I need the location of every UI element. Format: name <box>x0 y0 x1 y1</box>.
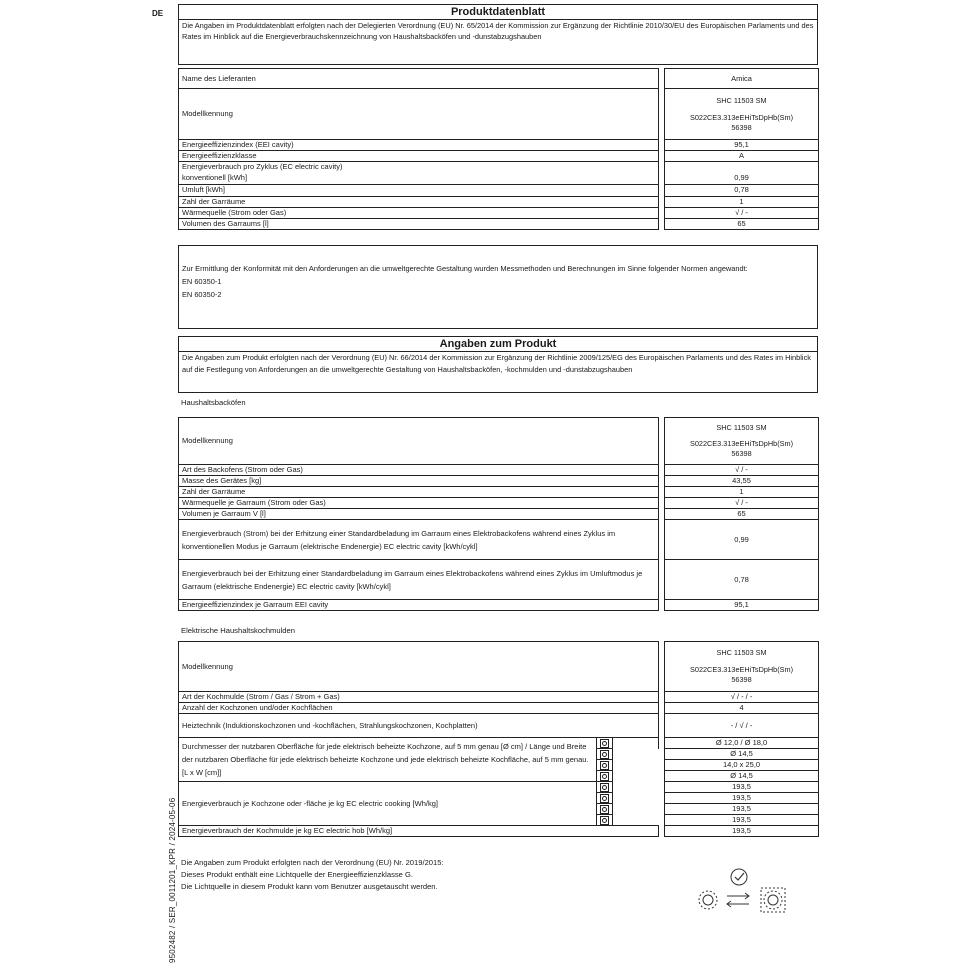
volume-value: 65 <box>665 218 819 229</box>
norm-1: EN 60350-1 <box>182 277 222 286</box>
zone-2-energy: 193,5 <box>665 793 819 804</box>
efficiency-class-label: Energieeffizienzklasse <box>179 151 659 162</box>
convection-value: 0,78 <box>665 184 819 196</box>
replaceable-light-source-icon <box>694 866 794 918</box>
heating-tech-value: - / √ / - <box>665 714 819 738</box>
oven-eei-value: 95,1 <box>665 600 819 611</box>
convection-label: Umluft [kWh] <box>179 184 659 196</box>
product-datasheet-header <box>178 4 818 65</box>
supplier-value: Amica <box>665 69 819 89</box>
cavities-label: Zahl der Garräume <box>179 196 659 207</box>
hob-total-energy-label: Energieverbrauch der Kochmulde je kg EC electric hob [Wh/kg] <box>179 826 659 837</box>
conventional-value: 0,99 <box>665 172 819 184</box>
oven-heat-source-label: Wärmequelle je Garraum (Strom oder Gas) <box>179 498 659 509</box>
cooking-zone-icon <box>600 761 609 770</box>
oven-type-label: Art des Backofens (Strom oder Gas) <box>179 465 659 476</box>
footer-line-2: Dieses Produkt enthält eine Lichtquelle der Energieeffizienzklasse G. <box>181 870 414 879</box>
zones-count-value: 4 <box>665 703 819 714</box>
convection-energy-value: 0,78 <box>665 560 819 600</box>
volume-label: Volumen des Garraums [l] <box>179 218 659 229</box>
model-label: Modellkennung <box>179 89 659 140</box>
light-source-footer <box>181 857 444 893</box>
model-identifier: SHC 11503 SM S022CE3.313eEHiTsDpHb(Sm) 56398 <box>665 89 819 140</box>
page-title: Produktdatenblatt <box>179 5 817 20</box>
hob-total-energy-value: 193,5 <box>665 826 819 837</box>
zone-3-diameter: 14,0 x 25,0 <box>665 760 819 771</box>
conventional-label: konventionell [kWh] <box>179 172 659 184</box>
oven-type-value: √ / - <box>665 465 819 476</box>
conventional-energy-value: 0,99 <box>665 520 819 560</box>
oven-volume-label: Volumen je Garraum V [l] <box>179 509 659 520</box>
mass-value: 43,55 <box>665 476 819 487</box>
zone-4-energy: 193,5 <box>665 815 819 826</box>
conformity-box <box>178 245 818 329</box>
cavities-value: 1 <box>665 196 819 207</box>
oven-eei-label: Energieeffizienzindex je Garraum EEI cavity <box>179 600 659 611</box>
heat-source-value: √ / - <box>665 207 819 218</box>
zone-4-diameter: Ø 14,5 <box>665 771 819 782</box>
zones-count-label: Anzahl der Kochzonen und/oder Kochflächen <box>179 703 659 714</box>
ovens-heading: Haushaltsbacköfen <box>181 398 246 407</box>
hobs-heading: Elektrische Haushaltskochmulden <box>181 626 295 635</box>
cooking-zone-icon <box>600 816 609 825</box>
datasheet-intro: Die Angaben im Produktdatenblatt erfolgten nach der Delegierten Verordnung (EU) Nr. 65/2014 der Kommission zur Ergänzung der Richtlinie 2010/30/EU des Europäischen Parlaments und des Rates im Hinblick auf die Energieverbrauchskennzeichnung von Haushaltsbacköfen und -dunstabzugshauben <box>182 21 814 41</box>
document-code: 9502482 / SER_0011201_KPR / 2024-05-06 <box>168 797 177 963</box>
zone-energy-label: Energieverbrauch je Kochzone oder -fläche je kg EC electric cooking [Wh/kg] <box>179 782 597 826</box>
oven-cavities-value: 1 <box>665 487 819 498</box>
supplier-label: Name des Lieferanten <box>179 69 659 89</box>
footer-line-1: Die Angaben zum Produkt erfolgten nach der Verordnung (EU) Nr. 2019/2015: <box>181 858 444 867</box>
energy-cycle-value <box>665 162 819 173</box>
oven-model-identifier: SHC 11503 SM S022CE3.313eEHiTsDpHb(Sm) 56398 <box>665 418 819 465</box>
hobs-table <box>178 641 819 837</box>
conventional-energy-label: Energieverbrauch (Strom) bei der Erhitzung einer Standardbeladung im Garraum eines Elektrobackofens während eines Zyklus im konventionellen Modus je Garraum (elektrische Endenergie) EC electric cavity [kWh/cykl] <box>179 520 659 560</box>
cooking-zone-icon <box>600 750 609 759</box>
hob-model-identifier: SHC 11503 SM S022CE3.313eEHiTsDpHb(Sm) 56398 <box>665 642 819 692</box>
hob-type-label: Art der Kochmulde (Strom / Gas / Strom + Gas) <box>179 692 659 703</box>
eei-label: Energieeffizienzindex (EEI cavity) <box>179 140 659 151</box>
section-title: Angaben zum Produkt <box>179 337 817 352</box>
zone-diameter-label: Durchmesser der nutzbaren Oberfläche für jede elektrisch beheizte Kochzone, auf 5 mm genau [Ø cm] / Länge und Breite der nutzbaren Oberfläche für jede elektrisch beheizte Kochzone und jede elektrisch beheizte Kochfläche, auf 5 mm genau. [L x W [cm]] <box>179 738 597 782</box>
oven-heat-source-value: √ / - <box>665 498 819 509</box>
heating-tech-label: Heiztechnik (Induktionskochzonen und -kochflächen, Strahlungskochzonen, Kochplatten) <box>179 714 659 738</box>
cooking-zone-icon <box>600 805 609 814</box>
language-code: DE <box>152 9 164 18</box>
cooking-zone-icon <box>600 794 609 803</box>
zone-1-energy: 193,5 <box>665 782 819 793</box>
hob-type-value: √ / - / - <box>665 692 819 703</box>
footer-line-3: Die Lichtquelle in diesem Produkt kann vom Benutzer ausgetauscht werden. <box>181 882 438 891</box>
cooking-zone-icon <box>600 772 609 781</box>
cooking-zone-icon <box>600 783 609 792</box>
zone-1-diameter: Ø 12,0 / Ø 18,0 <box>665 738 819 749</box>
zone-2-diameter: Ø 14,5 <box>665 749 819 760</box>
ovens-table <box>178 417 819 611</box>
eei-value: 95,1 <box>665 140 819 151</box>
mass-label: Masse des Gerätes [kg] <box>179 476 659 487</box>
oven-model-label: Modellkennung <box>179 418 659 465</box>
zone-3-energy: 193,5 <box>665 804 819 815</box>
product-info-intro: Die Angaben zum Produkt erfolgten nach der Verordnung (EU) Nr. 66/2014 der Kommission zur Ergänzung der Richtlinie 2009/125/EG des Europäischen Parlaments und des Rates im Hinblick auf die Festlegung von Anforderungen an die umweltgerechte Gestaltung von Haushaltsbacköfen, -kochmulden und -dunstabzugshauben <box>182 353 811 374</box>
oven-volume-value: 65 <box>665 509 819 520</box>
product-info-header <box>178 336 818 393</box>
norm-2: EN 60350-2 <box>182 290 222 299</box>
energy-cycle-label: Energieverbrauch pro Zyklus (EC electric cavity) <box>179 162 659 173</box>
conformity-text: Zur Ermittlung der Konformität mit den Anforderungen an die umweltgerechte Gestaltung wurden Messmethoden und Berechnungen im Sinne folgender Normen angewandt: <box>182 264 748 273</box>
supplier-table <box>178 68 819 230</box>
efficiency-class-value: A <box>665 151 819 162</box>
hob-model-label: Modellkennung <box>179 642 659 692</box>
cooking-zone-icon <box>600 739 609 748</box>
oven-cavities-label: Zahl der Garräume <box>179 487 659 498</box>
convection-energy-label: Energieverbrauch bei der Erhitzung einer Standardbeladung im Garraum eines Elektrobackofens während eines Zyklus im Umluftmodus je Garraum (elektrische Endenergie) EC electric cavity [kWh/cykl] <box>179 560 659 600</box>
heat-source-label: Wärmequelle (Strom oder Gas) <box>179 207 659 218</box>
